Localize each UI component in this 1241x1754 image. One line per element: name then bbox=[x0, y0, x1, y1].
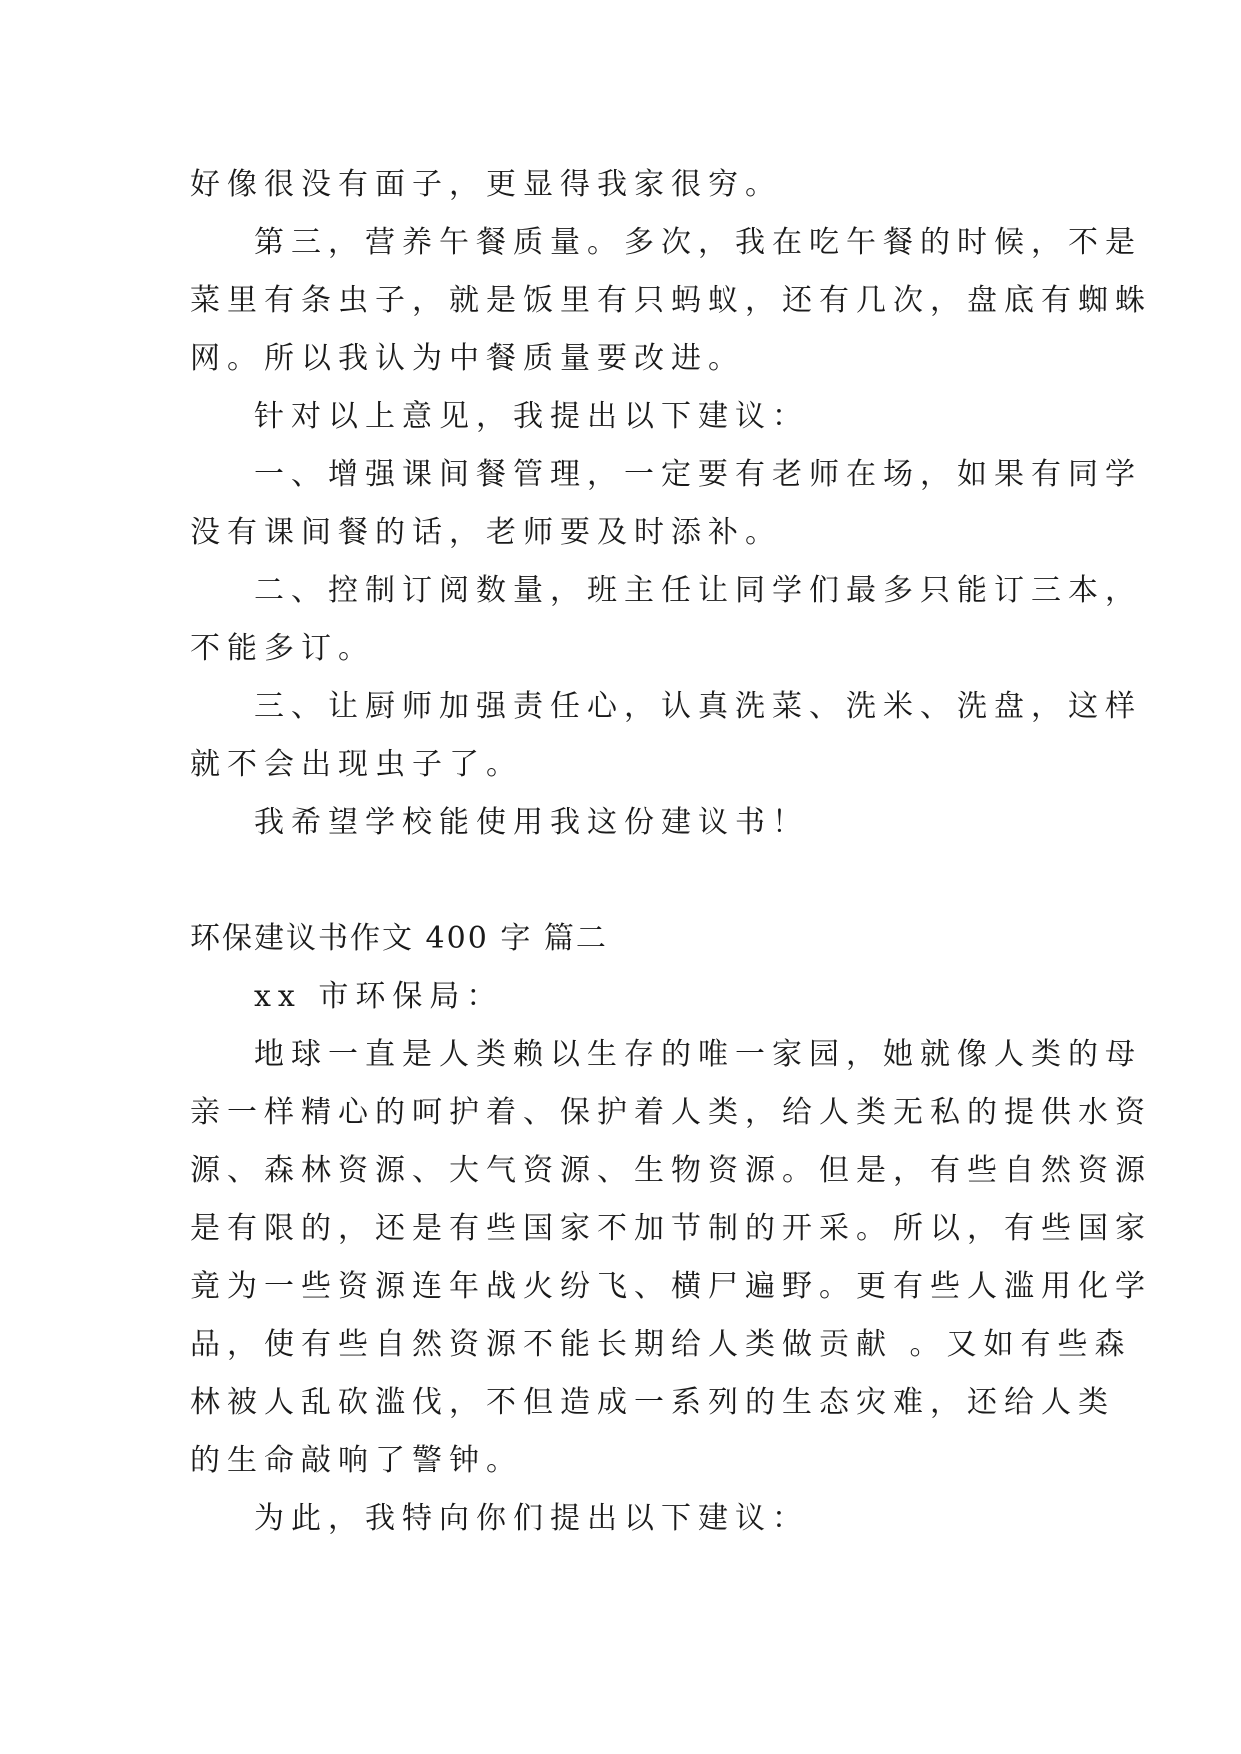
paragraph-line: 网。所以我认为中餐质量要改进。 bbox=[190, 341, 745, 376]
paragraph-line: 为此，我特向你们提出以下建议： bbox=[254, 1501, 809, 1536]
paragraph-line: 第三，营养午餐质量。多次，我在吃午餐的时候，不是 bbox=[254, 225, 1142, 260]
paragraph-line: 的生命敲响了警钟。 bbox=[190, 1443, 523, 1478]
paragraph-line: 二、控制订阅数量，班主任让同学们最多只能订三本， bbox=[254, 573, 1142, 608]
paragraph-line: 竟为一些资源连年战火纷飞、横尸遍野。更有些人滥用化学 bbox=[190, 1269, 1152, 1304]
salutation-line: xx 市环保局： bbox=[254, 979, 504, 1014]
section-heading: 环保建议书作文 400 字 篇二 bbox=[190, 921, 608, 956]
section-spacer bbox=[190, 852, 1060, 910]
paragraph-line: 一、增强课间餐管理，一定要有老师在场，如果有同学 bbox=[254, 457, 1142, 492]
paragraph-line: 菜里有条虫子，就是饭里有只蚂蚁，还有几次，盘底有蜘蛛 bbox=[190, 283, 1152, 318]
document-body bbox=[190, 156, 1152, 1548]
paragraph-line: 源、森林资源、大气资源、生物资源。但是，有些自然资源 bbox=[190, 1153, 1152, 1188]
paragraph-line: 品，使有些自然资源不能长期给人类做贡献 。又如有些森 bbox=[190, 1327, 1132, 1362]
paragraph-line: 没有课间餐的话，老师要及时添补。 bbox=[190, 515, 782, 550]
paragraph-line: 林被人乱砍滥伐，不但造成一系列的生态灾难，还给人类 bbox=[190, 1385, 1115, 1420]
paragraph-line: 三、让厨师加强责任心，认真洗菜、洗米、洗盘，这样 bbox=[254, 689, 1142, 724]
paragraph-line: 地球一直是人类赖以生存的唯一家园，她就像人类的母 bbox=[254, 1037, 1142, 1072]
paragraph-line: 不能多订。 bbox=[190, 631, 375, 666]
paragraph-line: 亲一样精心的呵护着、保护着人类，给人类无私的提供水资 bbox=[190, 1095, 1152, 1130]
paragraph-line: 我希望学校能使用我这份建议书！ bbox=[254, 805, 809, 840]
paragraph-line: 就不会出现虫子了。 bbox=[190, 747, 523, 782]
paragraph-line: 好像很没有面子，更显得我家很穷。 bbox=[190, 167, 782, 202]
paragraph-line: 针对以上意见，我提出以下建议： bbox=[254, 399, 809, 434]
paragraph-line: 是有限的，还是有些国家不加节制的开采。所以，有些国家 bbox=[190, 1211, 1152, 1246]
